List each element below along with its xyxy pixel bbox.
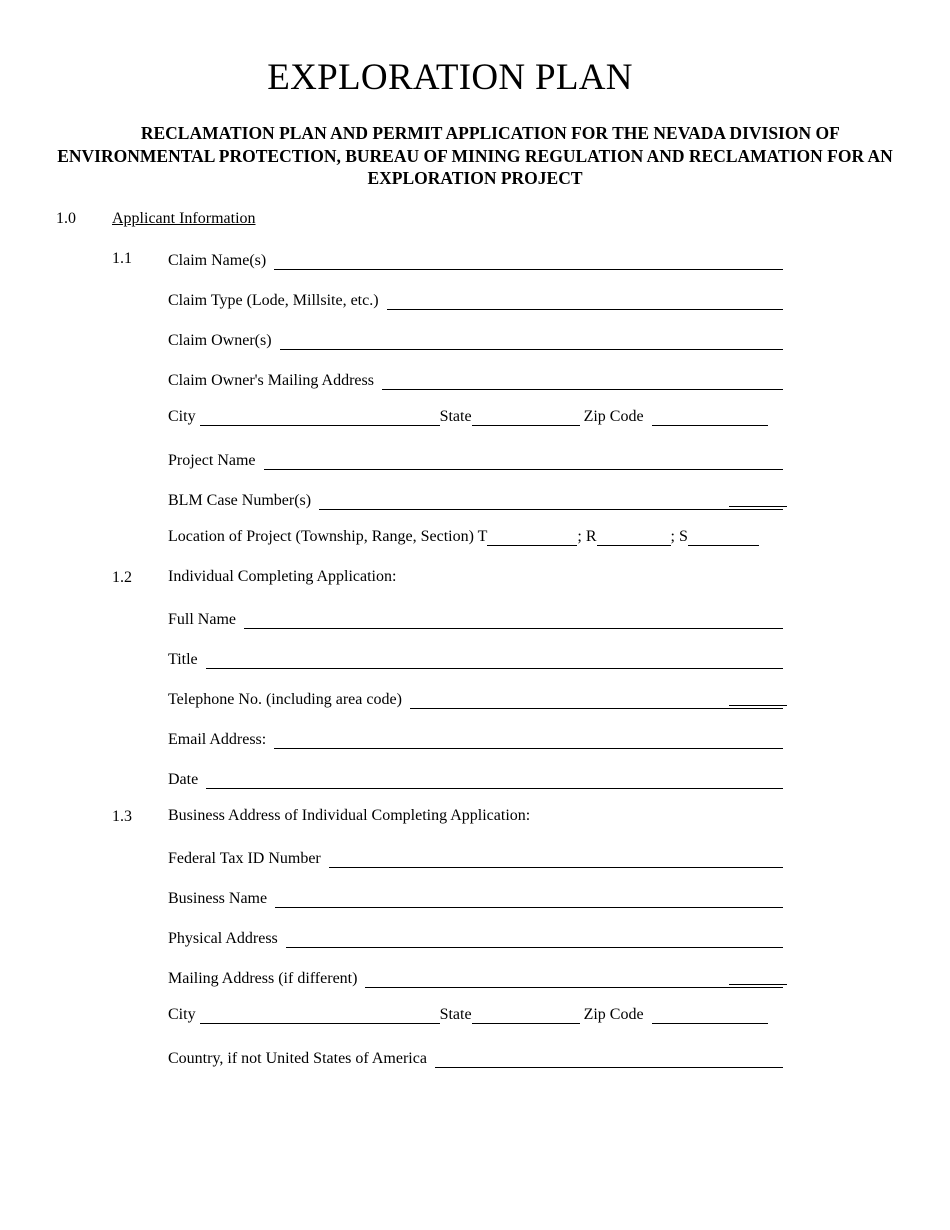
country-line[interactable] xyxy=(435,1051,783,1068)
date-line[interactable] xyxy=(206,772,783,789)
date-field[interactable] xyxy=(168,767,783,789)
project-name-label: Project Name xyxy=(168,452,256,469)
section-s-label: ; S xyxy=(670,528,688,545)
range-label: ; R xyxy=(577,528,597,545)
section-heading xyxy=(56,210,256,228)
claim-names-label: Claim Name(s) xyxy=(168,252,267,269)
telephone-line-extension xyxy=(729,705,787,706)
owner-mailing-line[interactable] xyxy=(382,373,783,390)
city-line-2[interactable] xyxy=(200,1007,440,1024)
subsection-number-1-1: 1.1 xyxy=(112,250,132,267)
title-label: Title xyxy=(168,651,198,668)
claim-owners-line[interactable] xyxy=(280,333,783,350)
zip-label-2: Zip Code xyxy=(583,1006,644,1023)
city-label-2: City xyxy=(168,1006,196,1023)
zip-label-1: Zip Code xyxy=(583,408,644,425)
section-number: 1.0 xyxy=(56,210,76,227)
page-title: EXPLORATION PLAN xyxy=(267,57,633,98)
tax-id-label: Federal Tax ID Number xyxy=(168,850,321,867)
claim-type-field[interactable] xyxy=(168,288,783,310)
title-line[interactable] xyxy=(206,652,783,669)
zip-line-1[interactable] xyxy=(652,409,768,426)
business-name-field[interactable] xyxy=(168,886,783,908)
section-s-line[interactable] xyxy=(688,529,759,546)
city-line-1[interactable] xyxy=(200,409,440,426)
owner-mailing-field[interactable] xyxy=(168,368,783,390)
mailing-address-line-extension xyxy=(729,984,787,985)
state-line-2[interactable] xyxy=(472,1007,580,1024)
email-field[interactable] xyxy=(168,727,783,749)
business-name-line[interactable] xyxy=(275,891,783,908)
subtitle-line-2: ENVIRONMENTAL PROTECTION, BUREAU OF MINING REGULATION AND RECLAMATION xyxy=(57,145,823,166)
full-name-field[interactable] xyxy=(168,607,783,629)
telephone-line[interactable] xyxy=(410,692,783,709)
tax-id-line[interactable] xyxy=(329,851,783,868)
claim-names-line[interactable] xyxy=(274,253,783,270)
mailing-address-field[interactable] xyxy=(168,966,783,988)
claim-owners-field[interactable] xyxy=(168,328,783,350)
section-label: Applicant Information xyxy=(112,210,256,227)
subsection-number-1-3: 1.3 xyxy=(112,808,132,825)
zip-line-2[interactable] xyxy=(652,1007,768,1024)
state-label-2: State xyxy=(439,1006,472,1023)
physical-address-field[interactable] xyxy=(168,926,783,948)
full-name-line[interactable] xyxy=(244,612,783,629)
title-field[interactable] xyxy=(168,647,783,669)
mailing-address-label: Mailing Address (if different) xyxy=(168,970,358,987)
project-name-field[interactable] xyxy=(168,448,783,470)
email-label: Email Address: xyxy=(168,731,267,748)
blm-case-line[interactable] xyxy=(319,493,783,510)
page-subtitle xyxy=(40,122,910,190)
claim-names-field[interactable] xyxy=(168,248,783,270)
subtitle-line-3: FOR AN EXPLORATION PROJECT xyxy=(367,145,893,188)
city-state-zip-row-2 xyxy=(168,1006,783,1028)
township-line[interactable] xyxy=(487,529,577,546)
state-label-1: State xyxy=(439,408,472,425)
location-row xyxy=(168,528,783,550)
full-name-label: Full Name xyxy=(168,611,236,628)
blm-case-line-extension xyxy=(729,506,787,507)
date-label: Date xyxy=(168,771,199,788)
country-field[interactable] xyxy=(168,1046,783,1068)
telephone-field[interactable] xyxy=(168,687,783,709)
blm-case-field[interactable] xyxy=(168,488,783,510)
range-line[interactable] xyxy=(597,529,671,546)
project-name-line[interactable] xyxy=(264,453,783,470)
claim-type-label: Claim Type (Lode, Millsite, etc.) xyxy=(168,292,379,309)
subtitle-line-1: RECLAMATION PLAN AND PERMIT APPLICATION FOR THE NEVADA DIVISION OF xyxy=(140,123,840,143)
business-heading: Business Address of Individual Completing Application: xyxy=(168,807,531,824)
tax-id-field[interactable] xyxy=(168,846,783,868)
country-label: Country, if not United States of America xyxy=(168,1050,427,1067)
business-name-label: Business Name xyxy=(168,890,268,907)
claim-type-line[interactable] xyxy=(387,293,783,310)
individual-heading: Individual Completing Application: xyxy=(168,568,397,585)
blm-case-label: BLM Case Number(s) xyxy=(168,492,312,509)
email-line[interactable] xyxy=(274,732,783,749)
location-label: Location of Project (Township, Range, Section) T xyxy=(168,528,488,545)
city-label-1: City xyxy=(168,408,196,425)
owner-mailing-label: Claim Owner's Mailing Address xyxy=(168,372,374,389)
telephone-label: Telephone No. (including area code) xyxy=(168,691,402,708)
subsection-number-1-2: 1.2 xyxy=(112,569,132,586)
city-state-zip-row-1 xyxy=(168,408,783,430)
state-line-1[interactable] xyxy=(472,409,580,426)
physical-address-label: Physical Address xyxy=(168,930,278,947)
physical-address-line[interactable] xyxy=(286,931,783,948)
mailing-address-line[interactable] xyxy=(365,971,783,988)
claim-owners-label: Claim Owner(s) xyxy=(168,332,272,349)
